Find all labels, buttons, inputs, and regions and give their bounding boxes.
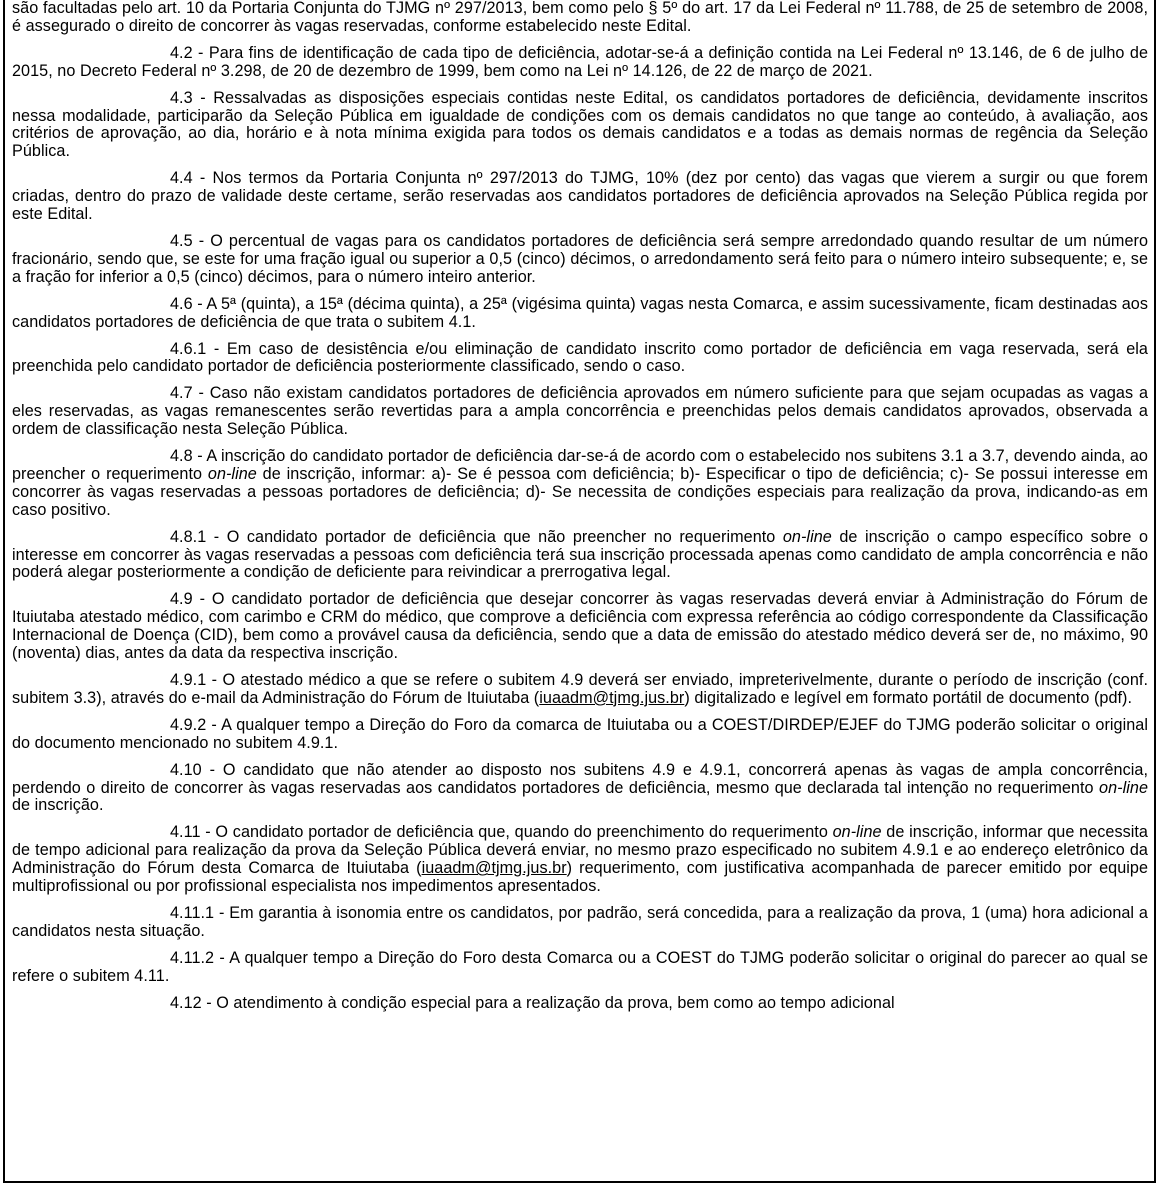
paragraph-4-11 [12, 824, 1148, 896]
paragraph-4-11-text-b: de inscrição, informar que necessita de tempo adicional para realização da prova da Seleção Pública deverá enviar, no mesmo prazo especificado no subitem 4.9.1 e ao endereço eletrônico da Administração do Fórum desta Comarca de Ituiutaba ( [12, 823, 1148, 878]
paragraph-4-9-2: 4.9.2 - A qualquer tempo a Direção do Foro da comarca de Ituiutaba ou a COEST/DIRDEP/EJEF do TJMG poderão solicitar o original do documento mencionado no subitem 4.9.1. [12, 715, 1148, 752]
paragraph-4-8-online-term: on-line [207, 464, 257, 483]
paragraph-4-11-text-a: 4.11 - O candidato portador de deficiência que, quando do preenchimento do requerimento [170, 823, 833, 842]
paragraph-4-7: 4.7 - Caso não existam candidatos portadores de deficiência aprovados em número suficiente para que sejam ocupadas as vagas a eles reservadas, as vagas remanescentes serão revertidas para a ampla concorrência e preenchidas pelos demais candidatos aprovados, observada a ordem de classificação nesta Seleção Pública. [12, 384, 1148, 439]
email-link[interactable]: iuaadm@tjmg.jus.br [539, 688, 685, 707]
paragraph-4-11-1: 4.11.1 - Em garantia à isonomia entre os candidatos, por padrão, será concedida, para a realização da prova, 1 (uma) hora adicional a candidatos nesta situação. [12, 903, 1148, 940]
paragraph-4-10-text-a: 4.10 - O candidato que não atender ao disposto nos subitens 4.9 e 4.9.1, concorrerá apenas às vagas de ampla concorrência, perdendo o direito de concorrer às vagas reservadas aos candidatos portadores de deficiência, mesmo que declarada tal intenção no requerimento [12, 760, 1148, 797]
paragraph-4-8-text-a: 4.8 - A inscrição do candidato portador de deficiência dar-se-á de acordo com o estabelecido nos subitens 3.1 a 3.7, devendo ainda, ao preencher o requerimento [12, 447, 1148, 483]
paragraph-4-11-text-c: ) requerimento, com justificativa acompanhada de parecer emitido por equipe multiprofissional ou por profissional especialista nos impedimentos apresentados. [12, 859, 1149, 896]
paragraph-4-9-1-text-b: ) digitalizado e legível em formato portátil de documento (pdf). [684, 688, 1133, 707]
paragraph-4-6-1: 4.6.1 - Em caso de desistência e/ou eliminação de candidato inscrito como portador de deficiência em vaga reservada, será ela preenchida pelo candidato portador de deficiência posteriormente classificado, sendo o caso. [12, 339, 1148, 376]
paragraph-4-8-text-b: de inscrição, informar: a)- Se é pessoa com deficiência; b)- Especificar o tipo de deficiência; c)- Se possui interesse em concorrer às vagas reservadas a pessoas portadores de deficiência; d)- Se necessita de condições especiais para realização da prova, indicando-as em caso positivo. [12, 464, 1148, 519]
document-body [5, 0, 1154, 1013]
paragraph-4-5: 4.5 - O percentual de vagas para os candidatos portadores de deficiência será sempre arredondado quando resultar de um número fracionário, sendo que, se este for uma fração igual ou superior a 0,5 (cinco) décimos, o arredondamento será feito para o número inteiro subsequente; e, se a fração for inferior a 0,5 (cinco) décimos, para o número inteiro anterior. [12, 231, 1148, 286]
email-link[interactable]: iuaadm@tjmg.jus.br [421, 859, 567, 878]
paragraph-4-11-2: 4.11.2 - A qualquer tempo a Direção do Foro desta Comarca ou a COEST do TJMG poderão solicitar o original do parecer ao qual se refere o subitem 4.11. [12, 948, 1148, 985]
paragraph-4-10-online-term: on-line [1099, 778, 1148, 797]
paragraph-continuation: são facultadas pelo art. 10 da Portaria Conjunta do TJMG nº 297/2013, bem como pelo § 5º do art. 17 da Lei Federal nº 11.788, de 25 de setembro de 2008, é assegurado o direito de concorrer às vagas reservadas, conforme estabelecido neste Edital. [12, 0, 1148, 35]
paragraph-4-8-1-text-a: 4.8.1 - O candidato portador de deficiência que não preencher no requerimento [170, 527, 783, 546]
document-page [3, 0, 1156, 1183]
paragraph-4-11-online-term: on-line [832, 823, 882, 842]
paragraph-4-10 [12, 762, 1148, 816]
paragraph-4-8-1-online-term: on-line [782, 527, 832, 546]
paragraph-4-9-1-text-a: 4.9.1 - O atestado médico a que se refere o subitem 4.9 deverá ser enviado, impreterivelmente, durante o período de inscrição (conf. subitem 3.3), através do e-mail da Administração do Fórum de Ituiutaba ( [12, 671, 1148, 707]
paragraph-4-8-1-text-b: de inscrição o campo específico sobre o interesse em concorrer às vagas reservadas a pessoas com deficiência terá sua inscrição processada apenas como candidato de ampla concorrência e não poderá alegar posteriormente a condição de deficiente para reivindicar a prerrogativa legal. [12, 527, 1148, 582]
paragraph-4-9: 4.9 - O candidato portador de deficiência que desejar concorrer às vagas reservadas deverá enviar à Administração do Fórum de Ituiutaba atestado médico, com carimbo e CRM do médico, que comprove a deficiência com expressa referência ao código correspondente da Classificação Internacional de Doença (CID), bem como a provável causa da deficiência, sendo que a data de emissão do atestado médico deverá ser de, no máximo, 90 (noventa) dias, antes da data da respectiva inscrição. [12, 590, 1148, 663]
paragraph-4-12: 4.12 - O atendimento à condição especial para a realização da prova, bem como ao tempo adicional [170, 993, 895, 1012]
paragraph-4-4: 4.4 - Nos termos da Portaria Conjunta nº 297/2013 do TJMG, 10% (dez por cento) das vagas que vierem a surgir ou que forem criadas, dentro do prazo de validade deste certame, serão reservadas aos candidatos portadores de deficiência aprovados na Seleção Pública regida por este Edital. [12, 169, 1148, 224]
paragraph-4-8-1 [12, 529, 1148, 583]
paragraph-4-2: 4.2 - Para fins de identificação de cada tipo de deficiência, adotar-se-á a definição contida na Lei Federal nº 13.146, de 6 de julho de 2015, no Decreto Federal nº 3.298, de 20 de dezembro de 1999, bem como na Lei nº 14.126, de 22 de março de 2021. [12, 43, 1148, 80]
paragraph-4-8 [12, 448, 1148, 520]
paragraph-4-3: 4.3 - Ressalvadas as disposições especiais contidas neste Edital, os candidatos portadores de deficiência, devidamente inscritos nessa modalidade, participarão da Seleção Pública em igualdade de condições com os demais candidatos no que tange ao conteúdo, à avaliação, aos critérios de aprovação, ao dia, horário e à nota mínima exigida para todos os demais candidatos e a todas as demais normas de regência da Seleção Pública. [12, 88, 1148, 161]
paragraph-4-6: 4.6 - A 5ª (quinta), a 15ª (décima quinta), a 25ª (vigésima quinta) vagas nesta Comarca, e assim sucessivamente, ficam destinadas aos candidatos portadores de deficiência de que trata o subitem 4.1. [12, 294, 1148, 331]
paragraph-4-10-text-b: de inscrição. [12, 796, 104, 815]
paragraph-4-9-1 [12, 672, 1148, 708]
